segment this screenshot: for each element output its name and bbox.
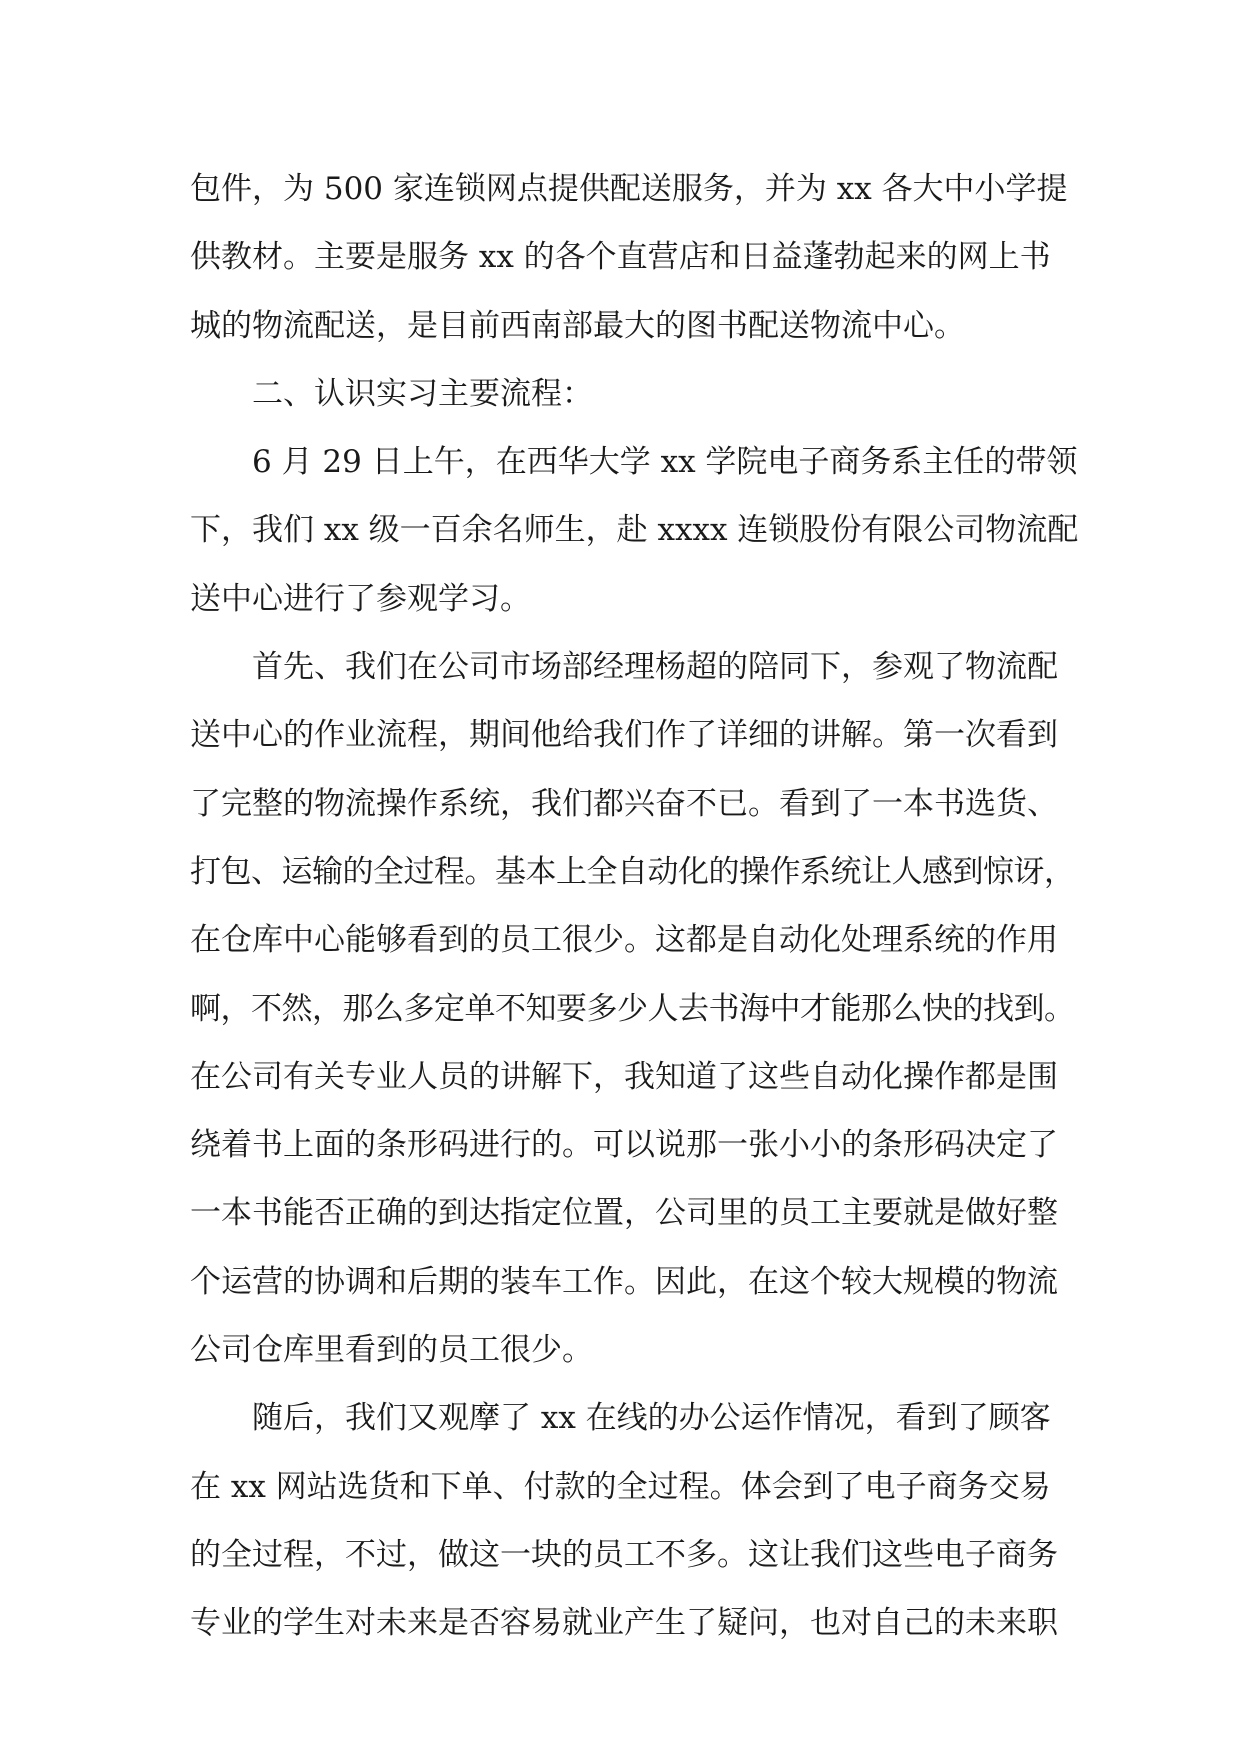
text-line: 在仓库中心能够看到的员工很少。这都是自动化处理系统的作用 [190,922,1058,959]
section-heading: 二、认识实习主要流程： [252,375,593,412]
text-line: 下，我们 xx 级一百余名师生，赴 xxxx 连锁股份有限公司物流配 [190,512,1079,549]
text-line: 的全过程，不过，做这一块的员工不多。这让我们这些电子商务 [190,1536,1058,1573]
text-line: 供教材。主要是服务 xx 的各个直营店和日益蓬勃起来的网上书 [190,239,1051,276]
text-line: 首先、我们在公司市场部经理杨超的陪同下，参观了物流配 [252,649,1058,686]
text-line: 在公司有关专业人员的讲解下，我知道了这些自动化操作都是围 [190,1058,1058,1095]
text-line: 城的物流配送，是目前西南部最大的图书配送物流中心。 [190,307,965,344]
text-line: 啊，不然，那么多定单不知要多少人去书海中才能那么快的找到。 [190,990,1075,1027]
text-line: 个运营的协调和后期的装车工作。因此，在这个较大规模的物流 [190,1263,1058,1300]
text-line: 一本书能否正确的到达指定位置，公司里的员工主要就是做好整 [190,1195,1058,1232]
text-line: 打包、运输的全过程。基本上全自动化的操作系统让人感到惊讶， [190,853,1075,890]
text-line: 绕着书上面的条形码进行的。可以说那一张小小的条形码决定了 [190,1127,1058,1164]
text-line: 送中心进行了参观学习。 [190,580,531,617]
text-line: 随后，我们又观摩了 xx 在线的办公运作情况，看到了顾客 [252,1400,1051,1437]
text-line: 公司仓库里看到的员工很少。 [190,1332,593,1369]
text-line: 在 xx 网站选货和下单、付款的全过程。体会到了电子商务交易 [190,1468,1051,1505]
text-line: 了完整的物流操作系统，我们都兴奋不已。看到了一本书选货、 [190,785,1058,822]
text-line: 送中心的作业流程，期间他给我们作了详细的讲解。第一次看到 [190,717,1058,754]
text-line: 专业的学生对未来是否容易就业产生了疑问，也对自己的未来职 [190,1605,1058,1642]
text-line: 6 月 29 日上午，在西华大学 xx 学院电子商务系主任的带领 [252,444,1078,481]
text-line: 包件，为 500 家连锁网点提供配送服务，并为 xx 各大中小学提 [190,171,1068,207]
body-text [190,155,1079,1658]
